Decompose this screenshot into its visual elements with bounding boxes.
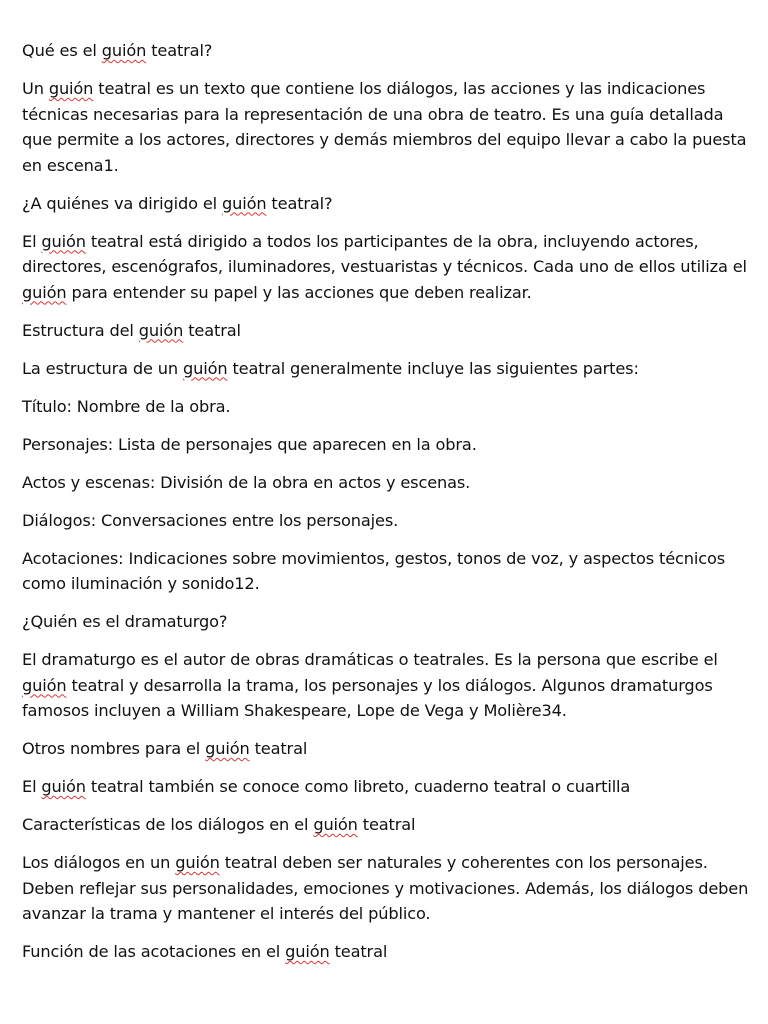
paragraph [22, 394, 750, 420]
paragraph [22, 546, 750, 597]
misspelled-word[interactable]: guión [205, 739, 250, 758]
paragraph [22, 318, 750, 344]
text-segment: Actos y escenas: División de la obra en actos y escenas. [22, 472, 471, 492]
text-segment: teatral está dirigido a todos los participantes de la obra, incluyendo actores, directores, escenógrafos, iluminadores, vestuaristas y técnicos. Cada uno de ellos utiliza el [22, 231, 747, 276]
text-segment: Características de los diálogos en el [22, 815, 314, 834]
paragraph [22, 609, 750, 635]
text-segment: El [22, 777, 42, 796]
text-segment: teatral [249, 739, 308, 758]
paragraph [22, 850, 750, 927]
text-segment: Otros nombres para el [22, 739, 206, 758]
text-segment: Función de las acotaciones en el [22, 942, 286, 961]
misspelled-word[interactable]: guión [48, 79, 94, 98]
paragraph [22, 356, 750, 382]
misspelled-word[interactable]: guión [41, 231, 86, 251]
text-segment: teatral? [266, 193, 333, 213]
misspelled-word[interactable]: guión [101, 41, 147, 60]
misspelled-word[interactable]: guión [22, 675, 67, 695]
paragraph [22, 38, 750, 64]
text-segment: teatral también se conoce como libreto, cuaderno teatral o cuartilla [85, 777, 631, 796]
paragraph [22, 736, 750, 762]
text-segment: Un [22, 79, 49, 98]
misspelled-word[interactable]: guión [175, 853, 220, 872]
misspelled-word[interactable]: guión [183, 358, 228, 378]
misspelled-word[interactable]: guión [313, 815, 358, 834]
paragraph [22, 812, 750, 838]
text-segment: para entender su papel y las acciones que deben realizar. [66, 282, 532, 302]
misspelled-word[interactable]: guión [138, 320, 184, 340]
text-segment: teatral y desarrolla la trama, los personajes y los diálogos. Algunos dramaturgos famosos incluyen a William Shakespeare, Lope de Vega y Molière34. [22, 675, 713, 720]
text-segment: ¿Quién es el dramaturgo? [22, 612, 228, 631]
paragraph [22, 939, 750, 965]
paragraph [22, 508, 750, 534]
text-segment: teatral deben ser naturales y coherentes con los personajes. Deben reflejar sus personalidades, emociones y motivaciones. Además, los diálogos deben avanzar la trama y mantener el interés del público. [22, 853, 749, 923]
text-segment: Estructura del [22, 320, 139, 340]
text-segment: teatral generalmente incluye las siguientes partes: [227, 358, 639, 378]
text-segment: teatral? [146, 41, 213, 60]
document-body [22, 38, 750, 977]
paragraph [22, 229, 750, 306]
text-segment: La estructura de un [22, 358, 184, 378]
text-segment: ¿A quiénes va dirigido el [22, 193, 222, 213]
text-segment: Título: Nombre de la obra. [22, 396, 231, 416]
text-segment: El dramaturgo es el autor de obras dramáticas o teatrales. Es la persona que escribe el [22, 650, 718, 669]
text-segment: Personajes: Lista de personajes que aparecen en la obra. [22, 434, 477, 454]
misspelled-word[interactable]: guión [285, 942, 330, 961]
paragraph [22, 647, 750, 724]
paragraph [22, 76, 750, 178]
text-segment: teatral [183, 320, 241, 340]
text-segment: Diálogos: Conversaciones entre los personajes. [22, 510, 399, 530]
paragraph [22, 432, 750, 458]
misspelled-word[interactable]: guión [22, 282, 67, 302]
misspelled-word[interactable]: guión [221, 193, 267, 213]
text-segment: teatral [329, 942, 388, 961]
text-segment: Qué es el [22, 41, 102, 60]
text-segment: Acotaciones: Indicaciones sobre movimientos, gestos, tonos de voz, y aspectos técnicos como iluminación y sonido12. [22, 548, 725, 593]
text-segment: El [22, 231, 42, 251]
paragraph [22, 191, 750, 217]
misspelled-word[interactable]: guión [41, 777, 86, 796]
text-segment: Los diálogos en un [22, 853, 176, 872]
text-segment: teatral es un texto que contiene los diálogos, las acciones y las indicaciones técnicas necesarias para la representación de una obra de teatro. Es una guía detallada que permite a los actores, directores y demás miembros del equipo llevar a cabo la puesta en escena1. [22, 79, 747, 175]
paragraph [22, 774, 750, 800]
paragraph [22, 470, 750, 496]
text-segment: teatral [357, 815, 416, 834]
